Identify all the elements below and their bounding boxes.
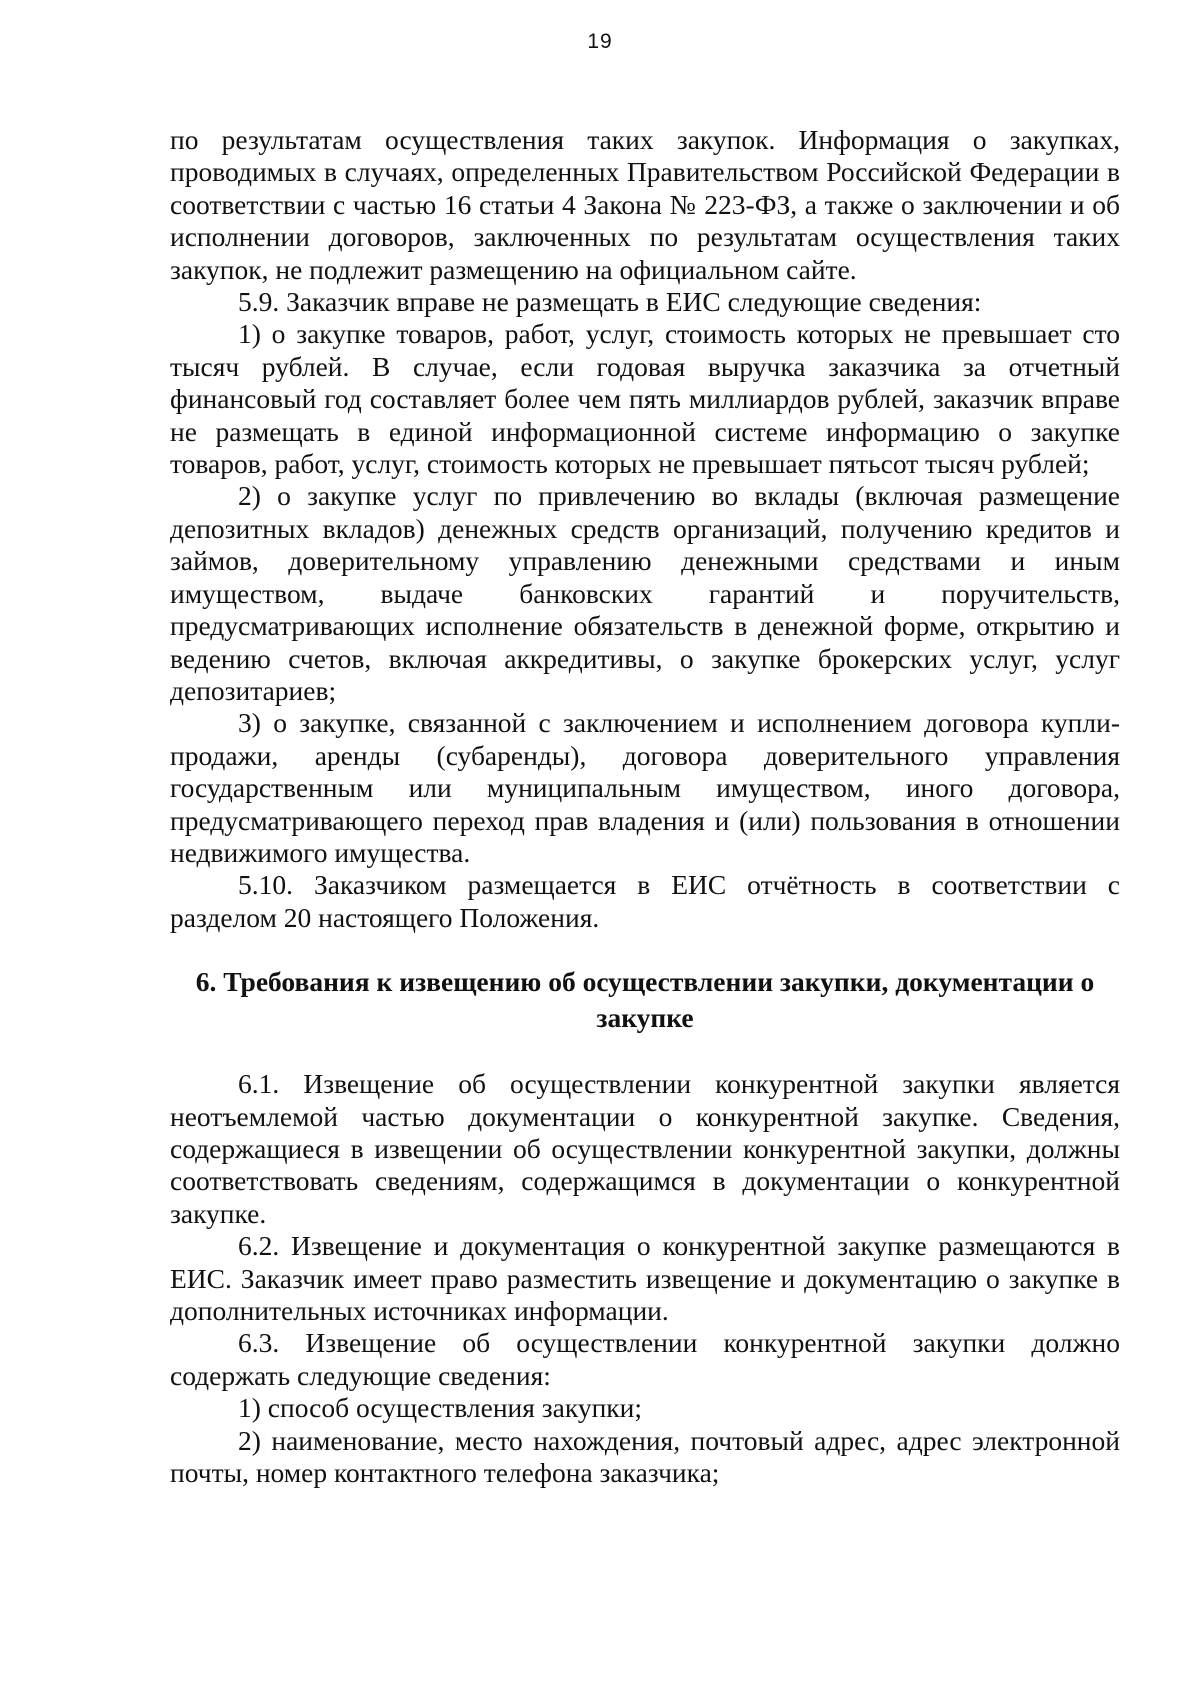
paragraph-5-9: 5.9. Заказчик вправе не размещать в ЕИС следующие сведения:: [238, 286, 982, 318]
list-item-5-9-1: 1) о закупке товаров, работ, услуг, стоимость которых не превышает сто тысяч рублей. В случае, если годовая выручка заказчика за отчетный финансовый год составляет более чем пять миллиардов рублей, заказчик вправе не размещать в единой информационной системе информацию о закупке товаров, работ, услуг, стоимость которых не превышает пятьсот тысяч рублей;: [170, 318, 1120, 480]
section-6-heading-line1: 6. Требования к извещению об осуществлении закупки, документации о: [195, 966, 1095, 998]
list-item-6-3-1: 1) способ осуществления закупки;: [238, 1392, 643, 1424]
section-6-heading: [170, 964, 1120, 1036]
paragraph-6-3: 6.3. Извещение об осуществлении конкурентной закупки должно содержать следующие сведения:: [170, 1327, 1120, 1391]
list-item-5-9-2: 2) о закупке услуг по привлечению во вклады (включая размещение депозитных вкладов) денежных средств организаций, получению кредитов и займов, доверительному управлению денежными средствами и иным имуществом, выдаче банковских гарантий и поручительств, предусматривающих исполнение обязательств в денежной форме, открытию и ведению счетов, включая аккредитивы, о закупке брокерских услуг, услуг депозитариев;: [170, 480, 1120, 706]
document-body: [170, 124, 1120, 1489]
paragraph-6-1: 6.1. Извещение об осуществлении конкурентной закупки является неотъемлемой частью документации о конкурентной закупке. Сведения, содержащиеся в извещении об осуществлении конкурентной закупки, должны соответствовать сведениям, содержащимся в документации о конкурентной закупке.: [170, 1068, 1120, 1229]
page-number: 19: [587, 30, 613, 53]
section-6-heading-line2: закупке: [596, 1002, 694, 1034]
paragraph-6-2: 6.2. Извещение и документация о конкурентной закупке размещаются в ЕИС. Заказчик имеет право разместить извещение и документацию о закупке в дополнительных источниках информации.: [170, 1230, 1120, 1326]
list-item-6-3-2: 2) наименование, место нахождения, почтовый адрес, адрес электронной почты, номер контактного телефона заказчика;: [170, 1424, 1120, 1489]
paragraph-5-10: 5.10. Заказчиком размещается в ЕИС отчётность в соответствии с разделом 20 настоящего Положения.: [170, 869, 1120, 933]
list-item-5-9-3: 3) о закупке, связанной с заключением и исполнением договора купли-продажи, аренды (субаренды), договора доверительного управления государственным или муниципальным имуществом, иного договора, предусматривающего переход прав владения и (или) пользования в отношении недвижимого имущества.: [170, 707, 1120, 868]
paragraph-continuation: по результатам осуществления таких закупок. Информация о закупках, проводимых в случаях, определенных Правительством Российской Федерации в соответствии с частью 16 статьи 4 Закона № 223-ФЗ, а также о заключении и об исполнении договоров, заключенных по результатам осуществления таких закупок, не подлежит размещению на официальном сайте.: [170, 124, 1120, 285]
